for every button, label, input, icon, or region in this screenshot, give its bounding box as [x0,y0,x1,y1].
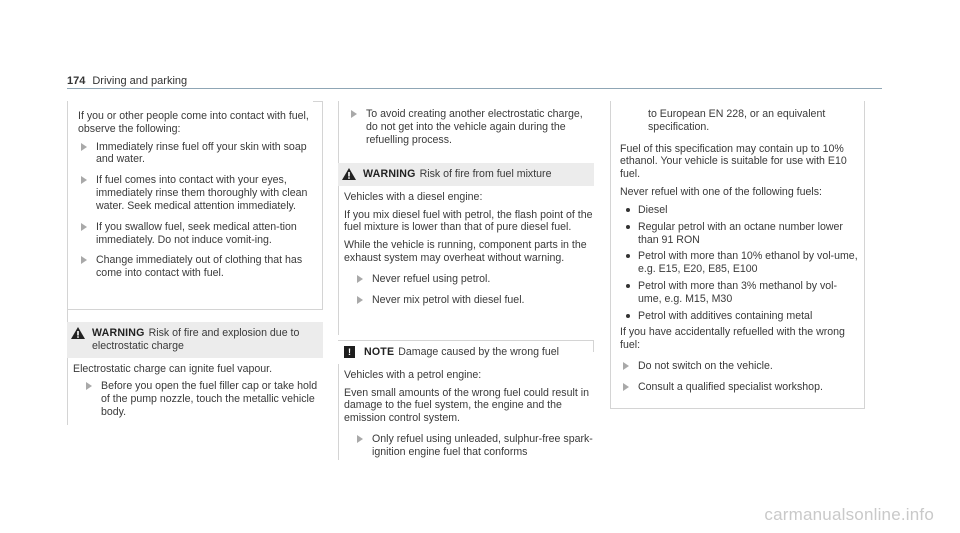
col1-box-bottom [67,309,323,310]
arrow-icon [81,223,87,231]
bullet-icon [626,284,630,288]
paragraph: Never refuel with one of the following fuels: [620,186,822,199]
arrow-icon [623,362,629,370]
warning-header [67,322,323,358]
continued-text: to European EN 228, or an equivalent specification. [648,108,826,133]
step-text: To avoid creating another electrostatic charge, do not get into the vehicle again during the refuelling process. [366,108,583,146]
instruction-step [348,108,588,146]
paragraph: If you have accidentally refuelled with the wrong fuel: [620,326,845,352]
list-item [620,204,858,217]
list-item [620,280,858,306]
fire-explosion-warning [67,322,323,427]
column-2-top [348,108,588,154]
instruction-step [344,294,594,307]
step-text: Do not switch on the vehicle. [638,360,773,372]
note-top-border [338,340,594,341]
arrow-icon [357,435,363,443]
step-text: Consult a qualified specialist workshop. [638,380,823,393]
instruction-step [78,221,313,247]
exclamation-icon: ! [344,346,355,358]
list-text: Petrol with more than 10% ethanol by vol-ume, e.g. E15, E20, E85, E100 [638,250,858,276]
step-text: Only refuel using unleaded, sulphur-free spark-ignition engine fuel that conforms [372,433,593,458]
list-text: Regular petrol with an octane number lower than 91 RON [638,220,843,246]
step-text: Immediately rinse fuel off your skin with soap and water. [96,140,307,166]
step-text: Change immediately out of clothing that has come into contact with fuel. [96,254,303,280]
instruction-step [78,174,313,212]
bullet-icon [626,314,630,318]
col2-border [338,101,339,163]
bullet-icon [626,254,630,258]
instruction-step [78,254,313,280]
note-corner [593,340,594,352]
step-text: Never refuel using petrol. [372,272,491,285]
note-text: Even small amounts of the wrong fuel could result in damage to the fuel system, the engine and the emission control system. [344,386,589,425]
section-title: Driving and parking [92,75,188,87]
warning-triangle-icon [71,327,85,339]
warning-text: If you mix diesel fuel with petrol, the flash point of the fuel mixture is lower than that of pure diesel fuel. [344,208,593,234]
step-text: If fuel comes into contact with your eyes, immediately rinse them thoroughly with clean water. Seek medical attention immediately. [96,174,308,212]
warning-title: Risk of fire from fuel mixture [419,168,552,180]
note-header [338,341,594,364]
page-number: 174 [67,75,86,87]
bullet-icon [626,208,630,212]
arrow-icon [81,143,87,151]
list-text: Petrol with additives containing metal [638,309,813,322]
warning-keyword: WARNING [92,327,145,339]
arrow-icon [623,383,629,391]
arrow-icon [357,296,363,304]
arrow-icon [351,110,357,118]
note-title: Damage caused by the wrong fuel [398,346,560,358]
instruction-step [620,360,858,373]
warning-text: Vehicles with a diesel engine: [344,190,483,203]
list-text: Diesel [638,203,668,216]
bullet-icon [626,225,630,229]
fuel-mixture-warning [338,163,594,315]
paragraph: Fuel of this specification may contain up to 10% ethanol. Your vehicle is suitable for use with E10 fuel. [620,142,847,181]
list-text: Petrol with more than 3% methanol by vol-ume, e.g. M15, M30 [638,279,838,305]
intro-text: If you or other people come into contact with fuel, observe the following: [78,110,309,135]
column-3 [620,108,858,402]
warning-keyword: WARNING [363,168,416,180]
warning-triangle-icon [342,168,356,180]
warning-title: Risk of fire and explosion due to electrostatic charge [92,327,300,352]
header-rule [67,88,882,89]
instruction-step [344,433,594,459]
instruction-step [344,273,594,286]
list-item [620,221,858,247]
step-text: If you swallow fuel, seek medical atten-tion immediately. Do not induce vomit-ing. [96,220,297,246]
wrong-fuel-note [338,341,594,467]
page-header [67,75,187,88]
warning-text: Electrostatic charge can ignite fuel vapour. [73,362,273,375]
instruction-step [73,380,323,418]
note-text: Vehicles with a petrol engine: [344,368,482,381]
arrow-icon [81,176,87,184]
col3-border [610,101,611,409]
col3-right-border [864,101,865,409]
col1-right-border [322,101,323,310]
column-1 [78,110,313,288]
list-item [620,250,858,276]
warning-text: While the vehicle is running, component parts in the exhaust system may overheat without warning. [344,239,587,265]
list-item [620,310,858,323]
col3-bottom-border [610,408,865,409]
note-keyword: NOTE [364,346,395,358]
warning-header [338,163,594,186]
instruction-step [78,141,313,167]
step-text: Before you open the fuel filler cap or take hold of the pump nozzle, touch the metallic vehicle body. [101,380,318,419]
arrow-icon [357,275,363,283]
arrow-icon [86,382,92,390]
step-text: Never mix petrol with diesel fuel. [372,293,525,306]
instruction-step [620,381,858,394]
arrow-icon [81,256,87,264]
watermark: carmanualsonline.info [764,505,934,524]
